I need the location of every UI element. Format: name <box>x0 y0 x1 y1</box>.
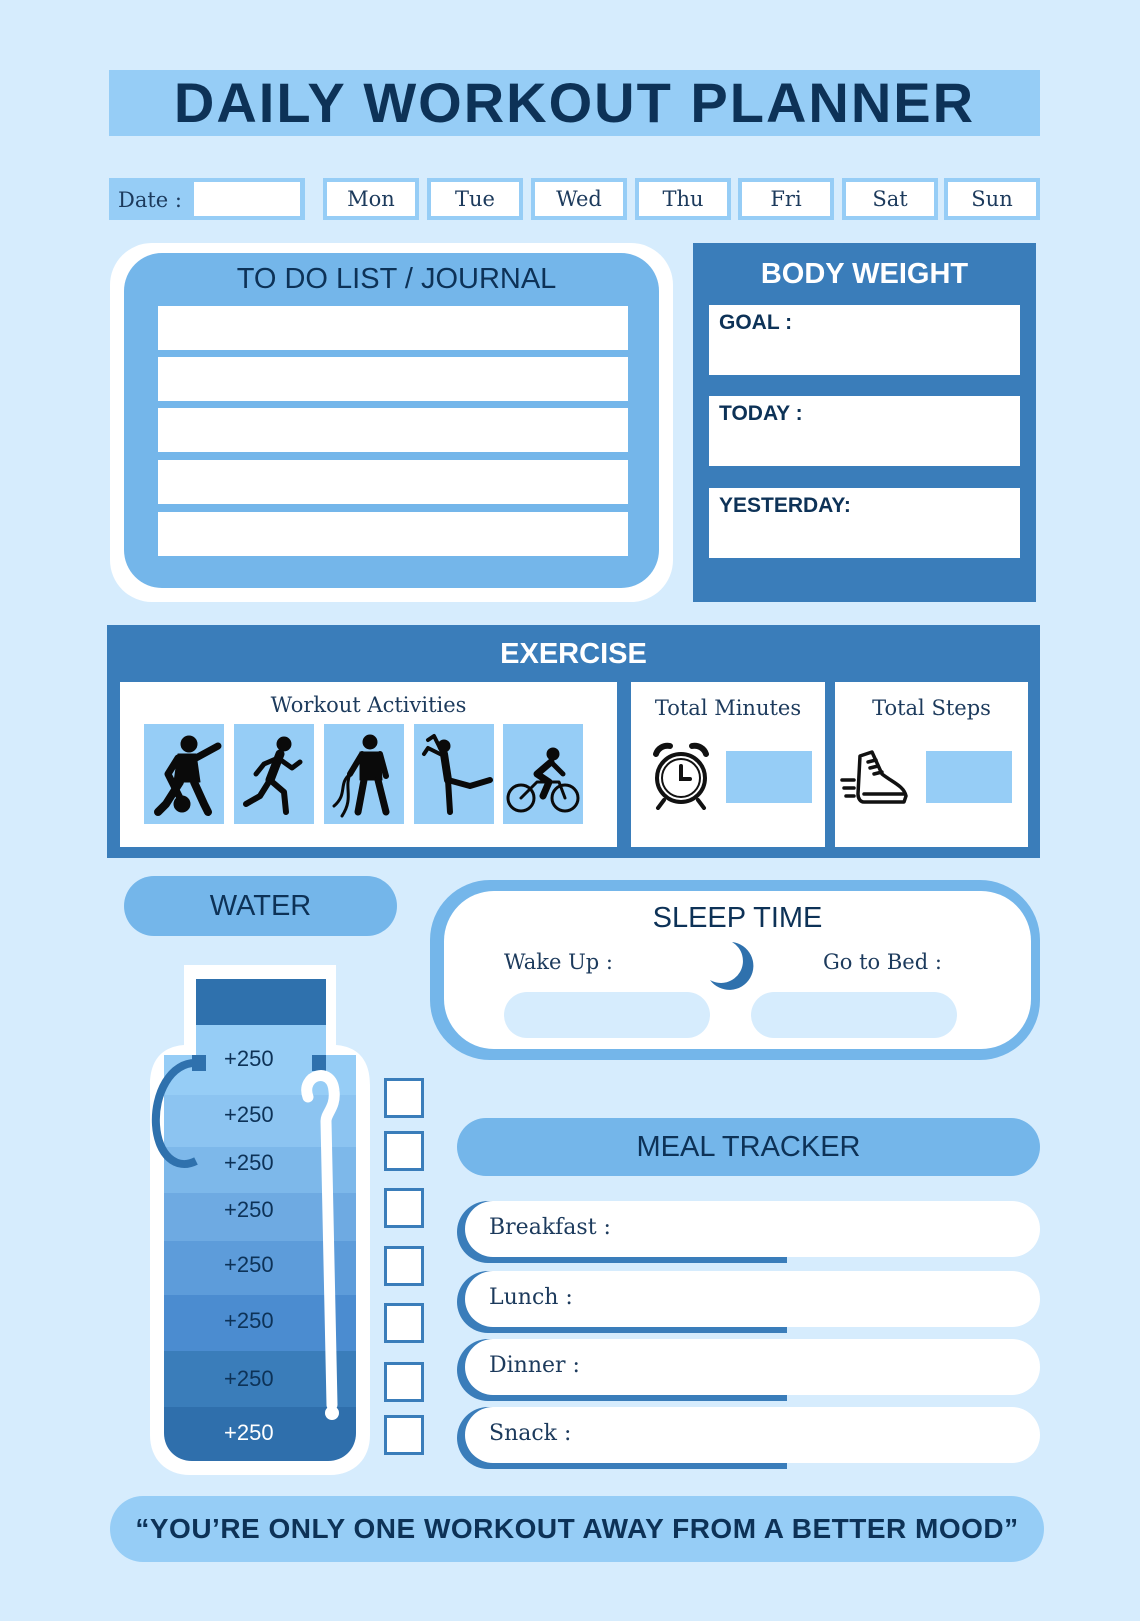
day-label: Wed <box>535 182 623 216</box>
water-title: WATER <box>124 876 397 936</box>
lunch-label: Lunch : <box>489 1285 573 1310</box>
today-label: TODAY : <box>719 402 803 425</box>
lunch-row[interactable] <box>457 1271 1040 1333</box>
alarm-clock-icon <box>648 738 714 810</box>
day-thu[interactable] <box>635 178 731 220</box>
day-label: Fri <box>742 182 830 216</box>
dinner-row[interactable] <box>457 1339 1040 1401</box>
day-label: Sat <box>846 182 934 216</box>
goal-weight-field[interactable] <box>709 305 1020 375</box>
water-checkbox[interactable] <box>384 1362 424 1402</box>
snack-label: Snack : <box>489 1421 572 1446</box>
water-checkbox[interactable] <box>384 1303 424 1343</box>
activity-tile[interactable] <box>503 724 583 824</box>
day-label: Thu <box>639 182 727 216</box>
day-sun[interactable] <box>944 178 1040 220</box>
activity-tile[interactable] <box>144 724 224 824</box>
dinner-label: Dinner : <box>489 1353 580 1378</box>
total-minutes-input[interactable] <box>726 751 812 803</box>
activity-tile[interactable] <box>324 724 404 824</box>
total-minutes-label: Total Minutes <box>654 696 802 720</box>
yoga-icon <box>414 724 494 824</box>
body-weight-title: BODY WEIGHT <box>760 258 969 290</box>
water-checkbox[interactable] <box>384 1246 424 1286</box>
wake-up-label: Wake Up : <box>504 950 613 974</box>
water-level-label: +250 <box>224 1102 274 1127</box>
todo-title: TO DO LIST / JOURNAL <box>236 263 557 295</box>
todo-line[interactable] <box>158 512 628 556</box>
breakfast-row[interactable] <box>457 1201 1040 1263</box>
day-label: Sun <box>948 182 1036 216</box>
today-weight-field[interactable] <box>709 396 1020 466</box>
date-input[interactable] <box>194 182 300 216</box>
activity-tile[interactable] <box>414 724 494 824</box>
go-to-bed-label: Go to Bed : <box>823 950 942 974</box>
day-mon[interactable] <box>323 178 419 220</box>
water-checkbox[interactable] <box>384 1131 424 1171</box>
moon-icon <box>706 940 754 992</box>
water-checkbox[interactable] <box>384 1415 424 1455</box>
day-fri[interactable] <box>738 178 834 220</box>
snack-row[interactable] <box>457 1407 1040 1469</box>
day-label: Mon <box>327 182 415 216</box>
water-level-label: +250 <box>224 1252 274 1277</box>
breakfast-label: Breakfast : <box>489 1215 611 1240</box>
sleep-title: SLEEP TIME <box>652 902 823 934</box>
page-title: DAILY WORKOUT PLANNER <box>109 70 1040 136</box>
water-level-label: +250 <box>224 1197 274 1222</box>
yesterday-weight-field[interactable] <box>709 488 1020 558</box>
todo-line[interactable] <box>158 408 628 452</box>
breakfast-input[interactable] <box>465 1201 1040 1257</box>
lunch-input[interactable] <box>465 1271 1040 1327</box>
water-level-label: +250 <box>224 1366 274 1391</box>
cycling-icon <box>503 724 583 824</box>
activity-tile[interactable] <box>234 724 314 824</box>
motivational-quote: “YOU’RE ONLY ONE WORKOUT AWAY FROM A BETTER MOOD” <box>110 1496 1044 1562</box>
day-wed[interactable] <box>531 178 627 220</box>
water-level-label: +250 <box>224 1308 274 1333</box>
total-steps-input[interactable] <box>926 751 1012 803</box>
water-level-label: +250 <box>224 1046 274 1071</box>
kettlebell-icon <box>144 724 224 824</box>
dinner-input[interactable] <box>465 1339 1040 1395</box>
battle-ropes-icon <box>324 724 404 824</box>
total-steps-label: Total Steps <box>872 696 991 720</box>
snack-input[interactable] <box>465 1407 1040 1463</box>
water-bottle <box>140 965 380 1485</box>
todo-line[interactable] <box>158 460 628 504</box>
running-shoe-icon <box>840 744 912 808</box>
meal-tracker-title: MEAL TRACKER <box>457 1118 1040 1176</box>
todo-line[interactable] <box>158 306 628 350</box>
goal-label: GOAL : <box>719 311 793 334</box>
running-icon <box>234 724 314 824</box>
water-level-label: +250 <box>224 1420 274 1445</box>
water-level-label: +250 <box>224 1150 274 1175</box>
wake-up-input[interactable] <box>504 992 710 1038</box>
todo-line[interactable] <box>158 357 628 401</box>
exercise-title: EXERCISE <box>500 638 647 670</box>
water-checkbox[interactable] <box>384 1188 424 1228</box>
day-sat[interactable] <box>842 178 938 220</box>
yesterday-label: YESTERDAY: <box>719 494 851 517</box>
day-label: Tue <box>431 182 519 216</box>
water-checkbox[interactable] <box>384 1078 424 1118</box>
date-label: Date : <box>118 188 182 212</box>
go-to-bed-input[interactable] <box>751 992 957 1038</box>
day-tue[interactable] <box>427 178 523 220</box>
workout-activities-label: Workout Activities <box>270 693 467 717</box>
